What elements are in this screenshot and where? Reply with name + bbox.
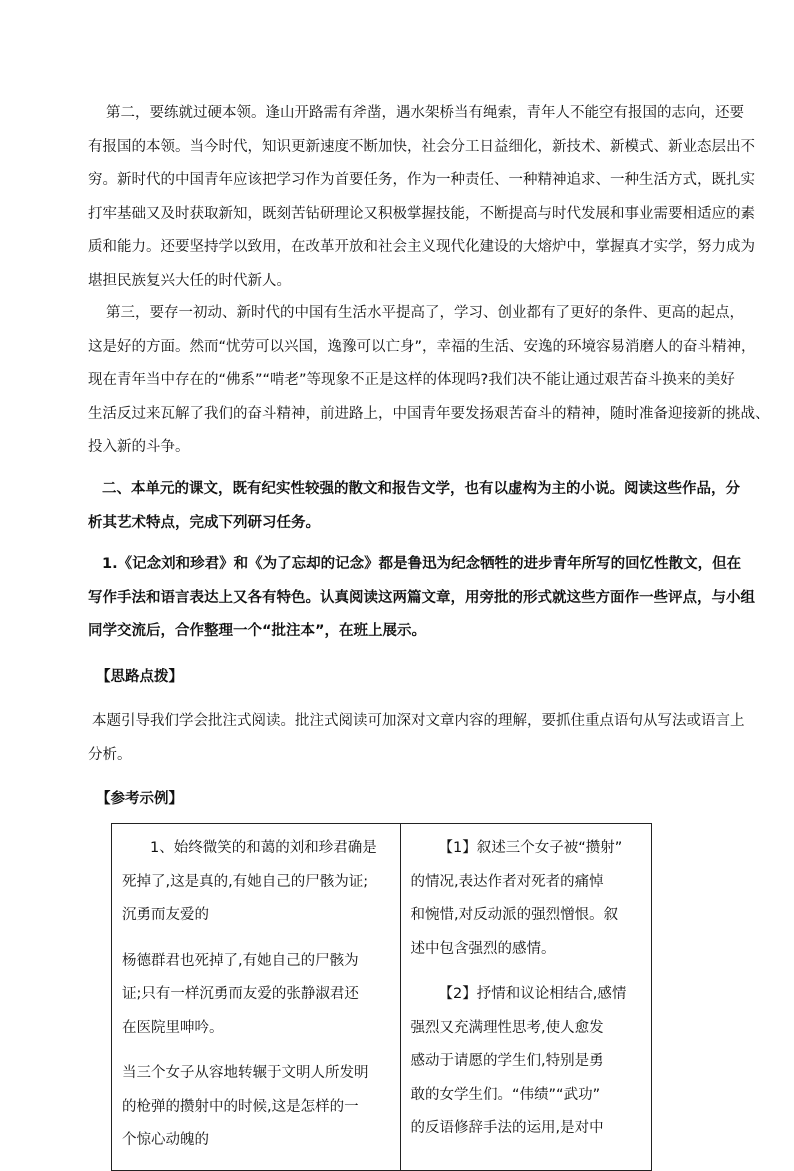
cell-paragraph	[411, 832, 641, 966]
paragraph-third	[88, 297, 770, 465]
cell-paragraph	[122, 945, 390, 1046]
table-cell-original-text	[112, 824, 401, 1171]
task-one-text	[88, 548, 755, 649]
text-line: 二、本单元的课文，既有纪实性较强的散文和报告文学，也有以虚构为主的小说。阅读这些作品，分	[102, 481, 740, 497]
text-line: 析其艺术特点，完成下列研习任务。	[88, 514, 320, 531]
paragraph-second	[88, 97, 755, 298]
text-line: 现在青年当中存在的“佛系”“啃老”等现象不正是这样的体现吗?我们决不能让通过艰苦奋斗换来的美好	[88, 372, 735, 388]
text-line: 第三，要存一初动、新时代的中国有生活水平提高了，学习、创业都有了更好的条件、更高的起点，	[106, 305, 744, 321]
text-line: 的情况,表达作者对死者的痛悼	[410, 873, 604, 890]
text-line: 打牢基础又及时获取新知，既刻苦钻研理论又积极掌握技能，不断提高与时代发展和事业需要相适应的素	[88, 205, 755, 222]
table-row	[112, 824, 652, 1171]
text-line: 敢的女学生们。“伟绩”“武功”	[410, 1086, 601, 1103]
text-line: 当三个女子从容地转辗于文明人所发明	[122, 1065, 369, 1081]
text-line: 【1】叙述三个女子被“攒射”	[438, 840, 623, 856]
text-line: 有报国的本领。当今时代，知识更新速度不断加快，社会分工日益细化，新技术、新模式、新业态层出不	[88, 138, 755, 155]
text-line: 分析。	[88, 746, 132, 763]
cell-paragraph	[122, 1057, 390, 1158]
example-heading: 【参考示例】	[96, 791, 183, 807]
text-line: 写作手法和语言表达上又各有特色。认真阅读这两篇文章，用旁批的形式就这些方面作一些评点，与小组	[88, 589, 755, 606]
cell-paragraph	[411, 978, 641, 1146]
text-line: 第二，要练就过硬本领。逢山开路需有斧凿，遇水架桥当有绳索，青年人不能空有报国的志向，还要	[106, 105, 744, 121]
text-line: 质和能力。还要坚持学以致用，在改革开放和社会主义现代化建设的大熔炉中，掌握真才实学，努力成为	[88, 239, 755, 255]
text-line: 【2】抒情和议论相结合,感情	[438, 986, 627, 1002]
text-line: 1、始终微笑的和蔼的刘和珍君确是	[150, 840, 377, 856]
text-line: 强烈又充满理性思考,使人愈发	[410, 1019, 604, 1036]
text-line: 杨德群君也死掉了,有她自己的尸骸为	[122, 952, 359, 969]
cell-paragraph	[122, 832, 390, 933]
table-cell-annotations	[400, 824, 651, 1171]
text-line: 和惋惜,对反动派的强烈憎恨。叙	[410, 907, 619, 923]
text-line: 穷。新时代的中国青年应该把学习作为首要任务，作为一种责任、一种精神追求、一种生活方式，既扎实	[88, 172, 755, 188]
hint-heading: 【思路点拨】	[96, 669, 183, 685]
text-line: 本题引导我们学会批注式阅读。批注式阅读可加深对文章内容的理解，要抓住重点语句从写法或语言上	[92, 713, 745, 729]
text-line: 感动于请愿的学生们,特别是勇	[410, 1053, 604, 1069]
text-line: 在医院里呻吟。	[122, 1019, 224, 1036]
text-line: 同学交流后，合作整理一个“批注本”，在班上展示。	[88, 623, 427, 639]
text-line: 投入新的斗争。	[88, 439, 190, 455]
text-line: 堪担民族复兴大任的时代新人。	[88, 272, 291, 289]
hint-text	[88, 705, 745, 772]
text-line: 沉勇而友爱的	[122, 907, 209, 923]
text-line: 述中包含强烈的感情。	[410, 940, 556, 957]
text-line: 个惊心动魄的	[122, 1132, 209, 1148]
text-line: 证;只有一样沉勇而友爱的张静淑君还	[122, 986, 359, 1002]
text-line: 这是好的方面。然而“忧劳可以兴国，逸豫可以亡身”，幸福的生活、安逸的环境容易消磨人的奋斗精神，	[88, 338, 756, 355]
reference-table	[111, 823, 652, 1171]
text-line: 生活反过来瓦解了我们的奋斗精神，前进路上，中国青年要发扬艰苦奋斗的精神，随时准备迎接新的挑战、	[88, 405, 770, 422]
text-line: 的反语修辞手法的运用,是对中	[410, 1120, 604, 1136]
text-line: 死掉了,这是真的,有她自己的尸骸为证;	[122, 873, 369, 890]
text-line: 1.《记念刘和珍君》和《为了忘却的记念》都是鲁迅为纪念牺牲的进步青年所写的回忆性散文，但在	[102, 556, 742, 572]
text-line: 的枪弹的攒射中的时候,这是怎样的一	[122, 1098, 359, 1115]
section-two-heading	[88, 473, 740, 540]
